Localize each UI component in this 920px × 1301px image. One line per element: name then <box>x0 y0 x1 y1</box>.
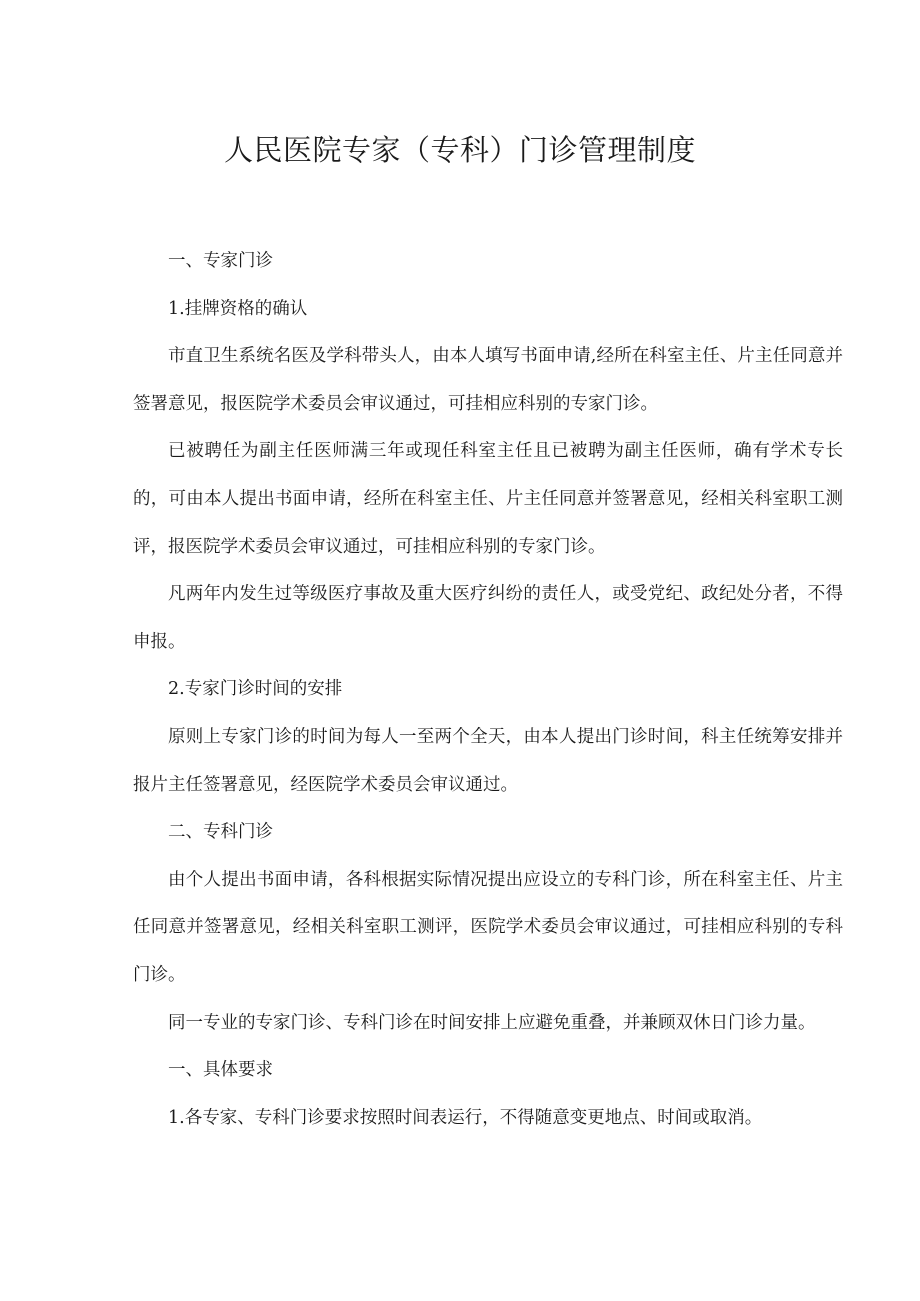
document-title: 人民医院专家（专科）门诊管理制度 <box>223 133 696 167</box>
paragraph: 已被聘任为副主任医师满三年或现任科室主任且已被聘为副主任医师，确有学术专长的，可由本人提出书面申请，经所在科室主任、片主任同意并签署意见，经相关科室职工测评，报医院学术委员会审议通过，可挂相应科别的专家门诊。 <box>133 441 843 557</box>
paragraph: 市直卫生系统名医及学科带头人，由本人填写书面申请,经所在科室主任、片主任同意并签署意见，报医院学术委员会审议通过，可挂相应科别的专家门诊。 <box>133 346 843 414</box>
paragraph: 原则上专家门诊的时间为每人一至两个全天，由本人提出门诊时间，科主任统筹安排并报片主任签署意见，经医院学术委员会审议通过。 <box>133 726 843 795</box>
paragraph: 同一专业的专家门诊、专科门诊在时间安排上应避免重叠，并兼顾双休日门诊力量。 <box>168 1012 816 1033</box>
document-body <box>133 238 843 1142</box>
paragraph: 由个人提出书面申请，各科根据实际情况提出应设立的专科门诊，所在科室主任、片主任同意并签署意见，经相关科室职工测评，医院学术委员会审议通过，可挂相应科别的专科门诊。 <box>133 869 843 985</box>
subheading-qualification: 1.挂牌资格的确认 <box>168 298 308 319</box>
subheading-schedule: 2.专家门诊时间的安排 <box>168 679 343 700</box>
section-heading-specialty-clinic: 二、专科门诊 <box>168 822 273 843</box>
section-heading-requirements: 一、具体要求 <box>168 1060 273 1081</box>
paragraph: 凡两年内发生过等级医疗事故及重大医疗纠纷的责任人，或受党纪、政纪处分者，不得申报。 <box>133 584 843 652</box>
section-heading-expert-clinic: 一、专家门诊 <box>168 251 273 271</box>
paragraph: 1.各专家、专科门诊要求按照时间表运行，不得随意变更地点、时间或取消。 <box>168 1107 763 1128</box>
